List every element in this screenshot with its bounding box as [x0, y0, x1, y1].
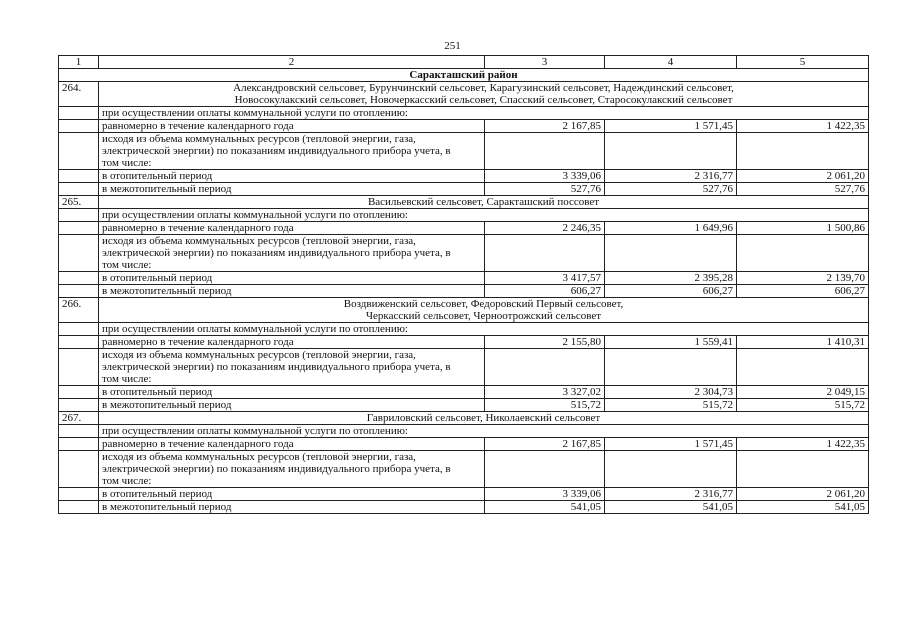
empty-cell	[59, 120, 99, 133]
tariff-value: 541,05	[605, 501, 737, 514]
tariff-value: 1 410,31	[737, 336, 869, 349]
empty-cell	[59, 235, 99, 272]
tariff-value: 1 559,41	[605, 336, 737, 349]
row-label: исходя из объема коммунальных ресурсов (тепловой энергии, газа, электрической энергии) по показаниям индивидуального прибора учета, в том числе:	[99, 349, 485, 386]
row-label: при осуществлении оплаты коммунальной услуги по отоплению:	[99, 323, 869, 336]
column-header: 4	[605, 56, 737, 69]
empty-cell	[59, 285, 99, 298]
empty-cell	[59, 323, 99, 336]
row-label: в отопительный период	[99, 272, 485, 285]
entry-title-line: Новосокулакский сельсовет, Новочеркасский сельсовет, Спасский сельсовет, Старосокулакский сельсовет	[234, 94, 733, 106]
column-header: 5	[737, 56, 869, 69]
tariff-value: 1 571,45	[605, 120, 737, 133]
heating-row	[59, 386, 869, 399]
tariff-value: 2 304,73	[605, 386, 737, 399]
column-number-row	[59, 56, 869, 69]
entry-title-line: Гавриловский сельсовет, Николаевский сельсовет	[366, 412, 601, 424]
row-label: при осуществлении оплаты коммунальной услуги по отоплению:	[99, 107, 869, 120]
row-label: равномерно в течение календарного года	[99, 222, 485, 235]
empty-cell	[59, 272, 99, 285]
empty-cell	[59, 336, 99, 349]
row-label: равномерно в течение календарного года	[99, 120, 485, 133]
uniform-row	[59, 438, 869, 451]
heating-row	[59, 170, 869, 183]
uniform-row	[59, 120, 869, 133]
row-label: в межотопительный период	[99, 501, 485, 514]
tariff-value: 3 339,06	[485, 488, 605, 501]
region-row	[59, 69, 869, 82]
entry-title-line: Васильевский сельсовет, Саракташский поссовет	[367, 196, 600, 208]
row-label: исходя из объема коммунальных ресурсов (тепловой энергии, газа, электрической энергии) по показаниям индивидуального прибора учета, в том числе:	[99, 133, 485, 170]
tariff-value: 2 316,77	[605, 488, 737, 501]
empty-cell	[485, 349, 605, 386]
heading-row	[59, 323, 869, 336]
row-label: исходя из объема коммунальных ресурсов (тепловой энергии, газа, электрической энергии) по показаниям индивидуального прибора учета, в том числе:	[99, 451, 485, 488]
entry-title-row	[59, 298, 869, 323]
meter-row	[59, 349, 869, 386]
empty-cell	[737, 349, 869, 386]
tariff-value: 1 649,96	[605, 222, 737, 235]
empty-cell	[59, 501, 99, 514]
empty-cell	[605, 235, 737, 272]
empty-cell	[605, 133, 737, 170]
tariff-value: 2 061,20	[737, 488, 869, 501]
entry-title-line: Александровский сельсовет, Бурунчинский сельсовет, Карагузинский сельсовет, Надеждинский сельсовет,	[233, 82, 734, 94]
nonheating-row	[59, 183, 869, 196]
tariff-value: 515,72	[605, 399, 737, 412]
heading-row	[59, 107, 869, 120]
heading-row	[59, 209, 869, 222]
tariff-value: 2 316,77	[605, 170, 737, 183]
row-label: равномерно в течение календарного года	[99, 438, 485, 451]
tariff-value: 2 395,28	[605, 272, 737, 285]
empty-cell	[485, 451, 605, 488]
empty-cell	[59, 399, 99, 412]
empty-cell	[737, 133, 869, 170]
entry-number: 265.	[59, 196, 99, 209]
empty-cell	[59, 451, 99, 488]
tariff-value: 2 246,35	[485, 222, 605, 235]
entry-title-row	[59, 196, 869, 209]
entry-title	[99, 82, 869, 107]
tariff-value: 541,05	[485, 501, 605, 514]
empty-cell	[737, 451, 869, 488]
tariff-value: 606,27	[605, 285, 737, 298]
empty-cell	[59, 425, 99, 438]
tariff-value: 527,76	[605, 183, 737, 196]
tariff-value: 3 417,57	[485, 272, 605, 285]
entry-title-row	[59, 412, 869, 425]
empty-cell	[737, 235, 869, 272]
empty-cell	[59, 183, 99, 196]
row-label: в отопительный период	[99, 386, 485, 399]
nonheating-row	[59, 399, 869, 412]
tariff-value: 515,72	[485, 399, 605, 412]
tariff-value: 2 061,20	[737, 170, 869, 183]
tariff-value: 1 422,35	[737, 438, 869, 451]
tariff-value: 2 049,15	[737, 386, 869, 399]
row-label: в отопительный период	[99, 170, 485, 183]
empty-cell	[59, 438, 99, 451]
empty-cell	[605, 451, 737, 488]
heating-row	[59, 488, 869, 501]
column-header: 2	[99, 56, 485, 69]
tariff-value: 527,76	[485, 183, 605, 196]
entry-title	[99, 196, 869, 209]
empty-cell	[605, 349, 737, 386]
empty-cell	[59, 133, 99, 170]
tariff-value: 606,27	[485, 285, 605, 298]
tariff-value: 527,76	[737, 183, 869, 196]
tariff-value: 1 500,86	[737, 222, 869, 235]
tariff-value: 2 139,70	[737, 272, 869, 285]
row-label: в межотопительный период	[99, 399, 485, 412]
empty-cell	[59, 107, 99, 120]
region-title: Саракташский район	[59, 69, 869, 82]
tariff-value: 3 327,02	[485, 386, 605, 399]
empty-cell	[59, 386, 99, 399]
row-label: в межотопительный период	[99, 285, 485, 298]
entry-title-line: Воздвиженский сельсовет, Федоровский Первый сельсовет,	[343, 298, 624, 310]
row-label: при осуществлении оплаты коммунальной услуги по отоплению:	[99, 425, 869, 438]
empty-cell	[59, 222, 99, 235]
tariff-value: 541,05	[737, 501, 869, 514]
column-header: 1	[59, 56, 99, 69]
tariff-value: 3 339,06	[485, 170, 605, 183]
tariff-value: 2 167,85	[485, 120, 605, 133]
uniform-row	[59, 336, 869, 349]
empty-cell	[485, 133, 605, 170]
entry-title	[99, 298, 869, 323]
entry-title	[99, 412, 869, 425]
entry-number: 264.	[59, 82, 99, 107]
heading-row	[59, 425, 869, 438]
nonheating-row	[59, 285, 869, 298]
entry-title-line: Черкасский сельсовет, Черноотрожский сельсовет	[365, 310, 602, 322]
column-header: 3	[485, 56, 605, 69]
meter-row	[59, 451, 869, 488]
entry-number: 266.	[59, 298, 99, 323]
empty-cell	[485, 235, 605, 272]
entry-number: 267.	[59, 412, 99, 425]
meter-row	[59, 133, 869, 170]
heating-row	[59, 272, 869, 285]
row-label: исходя из объема коммунальных ресурсов (тепловой энергии, газа, электрической энергии) по показаниям индивидуального прибора учета, в том числе:	[99, 235, 485, 272]
empty-cell	[59, 209, 99, 222]
nonheating-row	[59, 501, 869, 514]
empty-cell	[59, 488, 99, 501]
tariff-value: 515,72	[737, 399, 869, 412]
page-number: 251	[444, 40, 461, 52]
tariff-value: 2 167,85	[485, 438, 605, 451]
tariff-value: 606,27	[737, 285, 869, 298]
row-label: равномерно в течение календарного года	[99, 336, 485, 349]
tariff-value: 2 155,80	[485, 336, 605, 349]
tariff-value: 1 422,35	[737, 120, 869, 133]
entry-title-row	[59, 82, 869, 107]
empty-cell	[59, 349, 99, 386]
empty-cell	[59, 170, 99, 183]
tariff-value: 1 571,45	[605, 438, 737, 451]
uniform-row	[59, 222, 869, 235]
row-label: в межотопительный период	[99, 183, 485, 196]
row-label: при осуществлении оплаты коммунальной услуги по отоплению:	[99, 209, 869, 222]
row-label: в отопительный период	[99, 488, 485, 501]
tariff-table	[58, 55, 869, 514]
meter-row	[59, 235, 869, 272]
